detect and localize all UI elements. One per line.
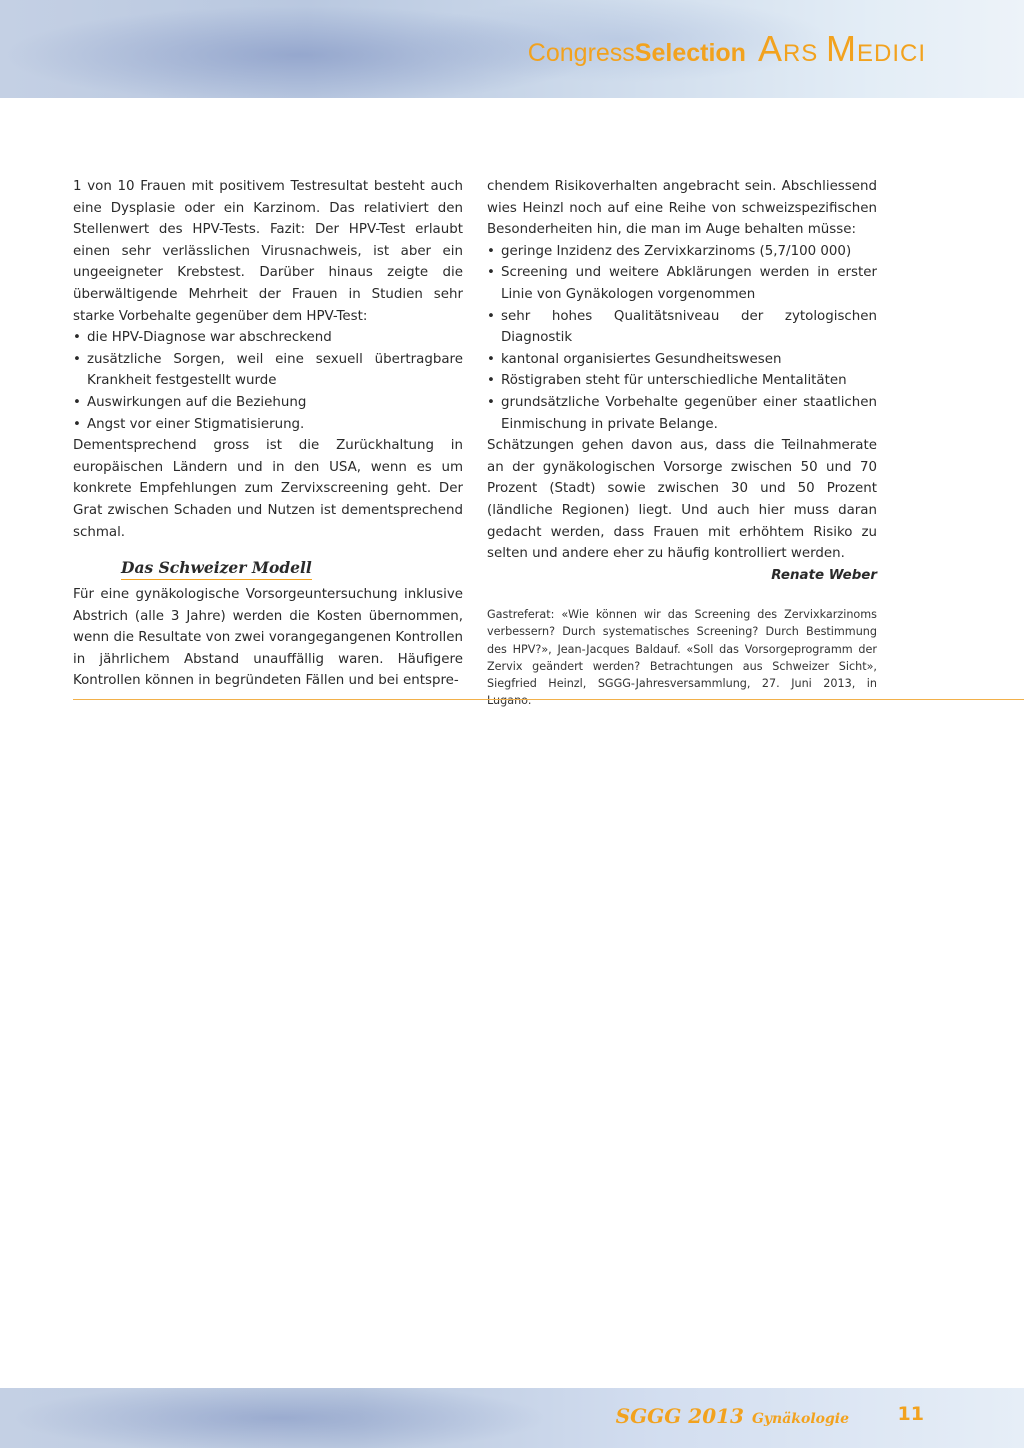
paragraph: 1 von 10 Frauen mit positivem Testresultat besteht auch eine Dysplasie oder ein Karzinom. Das relativiert den Stellenwert des HPV-Tests. Fazit: Der HPV-Test erlaubt einen sehr verlässlichen Virusnachweis, ist aber ein ungeeigneter Krebstest. Darüber hinaus zeigte die überwältigende Mehrheit der Frauen in Studien sehr starke Vorbehalte gegenüber dem HPV-Test: [73, 179, 463, 324]
paragraph: Dementsprechend gross ist die Zurückhaltung in europäischen Ländern und in den USA, wenn es um konkrete Empfehlungen zum Zervixscreening geht. Der Grat zwischen Schaden und Nutzen ist dementsprechend schmal. [73, 438, 463, 540]
page-number: 11 [897, 1403, 924, 1425]
list-item: • die HPV-Diagnose war abschreckend [73, 327, 463, 349]
list-item: • grundsätzliche Vorbehalte gegenüber einer staatlichen Einmischung in private Belange. [487, 392, 877, 435]
paragraph: chendem Risikoverhalten angebracht sein. Abschliessend wies Heinzl noch auf eine Reihe von schweizspezifischen Besonderheiten hin, die man im Auge behalten müsse: [487, 179, 877, 238]
list-item: • geringe Inzidenz des Zervixkarzinoms (5,7/100 000) [487, 241, 877, 263]
list-item: • Angst vor einer Stigmatisierung. [73, 414, 463, 436]
author-name: Renate Weber [771, 567, 877, 583]
brand-ars-medici: ARS MEDICI [757, 28, 926, 69]
list-item: • Screening und weitere Abklärungen werden in erster Linie von Gynäkologen vorgenommen [487, 262, 877, 305]
paragraph: Für eine gynäkologische Vorsorgeuntersuchung inklusive Abstrich (alle 3 Jahre) werden die Kosten übernommen, wenn die Resultate von zwei vorangegangenen Kontrollen in jährlichem Abstand unauffällig waren. Häufigere Kontrollen können in begründeten Fällen und bei entspre- [73, 587, 463, 689]
brand-logo [527, 28, 926, 69]
footnote: Gastreferat: «Wie können wir das Screening des Zervixkarzinoms verbessern? Durch systematisches Screening? Durch Bestimmung des HPV?», Jean-Jacques Baldauf. «Soll das Vorsorgeprogramm der Zervix geändert werden? Betrachtungen aus Schweizer Sicht», Siegfried Heinzl, SGGG-Jahresversammlung, 27. Juni 2013, in Lugano. [487, 608, 877, 708]
brand-congress: Congress [527, 39, 635, 67]
section-heading: Das Schweizer Modell [121, 557, 312, 580]
list-item: • Auswirkungen auf die Beziehung [73, 392, 463, 414]
list-item: • sehr hohes Qualitätsniveau der zytologischen Diagnostik [487, 306, 877, 349]
footer-journal-info [616, 1404, 849, 1428]
journal-name: SGGG 2013 [615, 1404, 744, 1428]
journal-section: Gynäkologie [751, 1411, 849, 1427]
paragraph: Schätzungen gehen davon aus, dass die Teilnahmerate an der gynäkologischen Vorsorge zwischen 50 und 70 Prozent (Stadt) sowie zwischen 30 und 50 Prozent (ländliche Regionen) liegt. Und auch hier muss daran gedacht werden, dass Frauen mit erhöhtem Risiko zu selten und andere eher zu häufig kontrolliert werden. [487, 438, 877, 562]
divider-line [73, 699, 1024, 700]
page-header [0, 0, 1024, 98]
list-item: • kantonal organisiertes Gesundheitswesen [487, 349, 877, 371]
bullet-list [73, 327, 463, 435]
article-column-right [487, 176, 877, 710]
article-column-left [73, 176, 463, 692]
brand-selection: Selection [634, 39, 746, 67]
list-item: • Röstigraben steht für unterschiedliche Mentalitäten [487, 370, 877, 392]
list-item: • zusätzliche Sorgen, weil eine sexuell übertragbare Krankheit festgestellt wurde [73, 349, 463, 392]
bullet-list [487, 241, 877, 435]
page-footer [0, 1388, 1024, 1448]
